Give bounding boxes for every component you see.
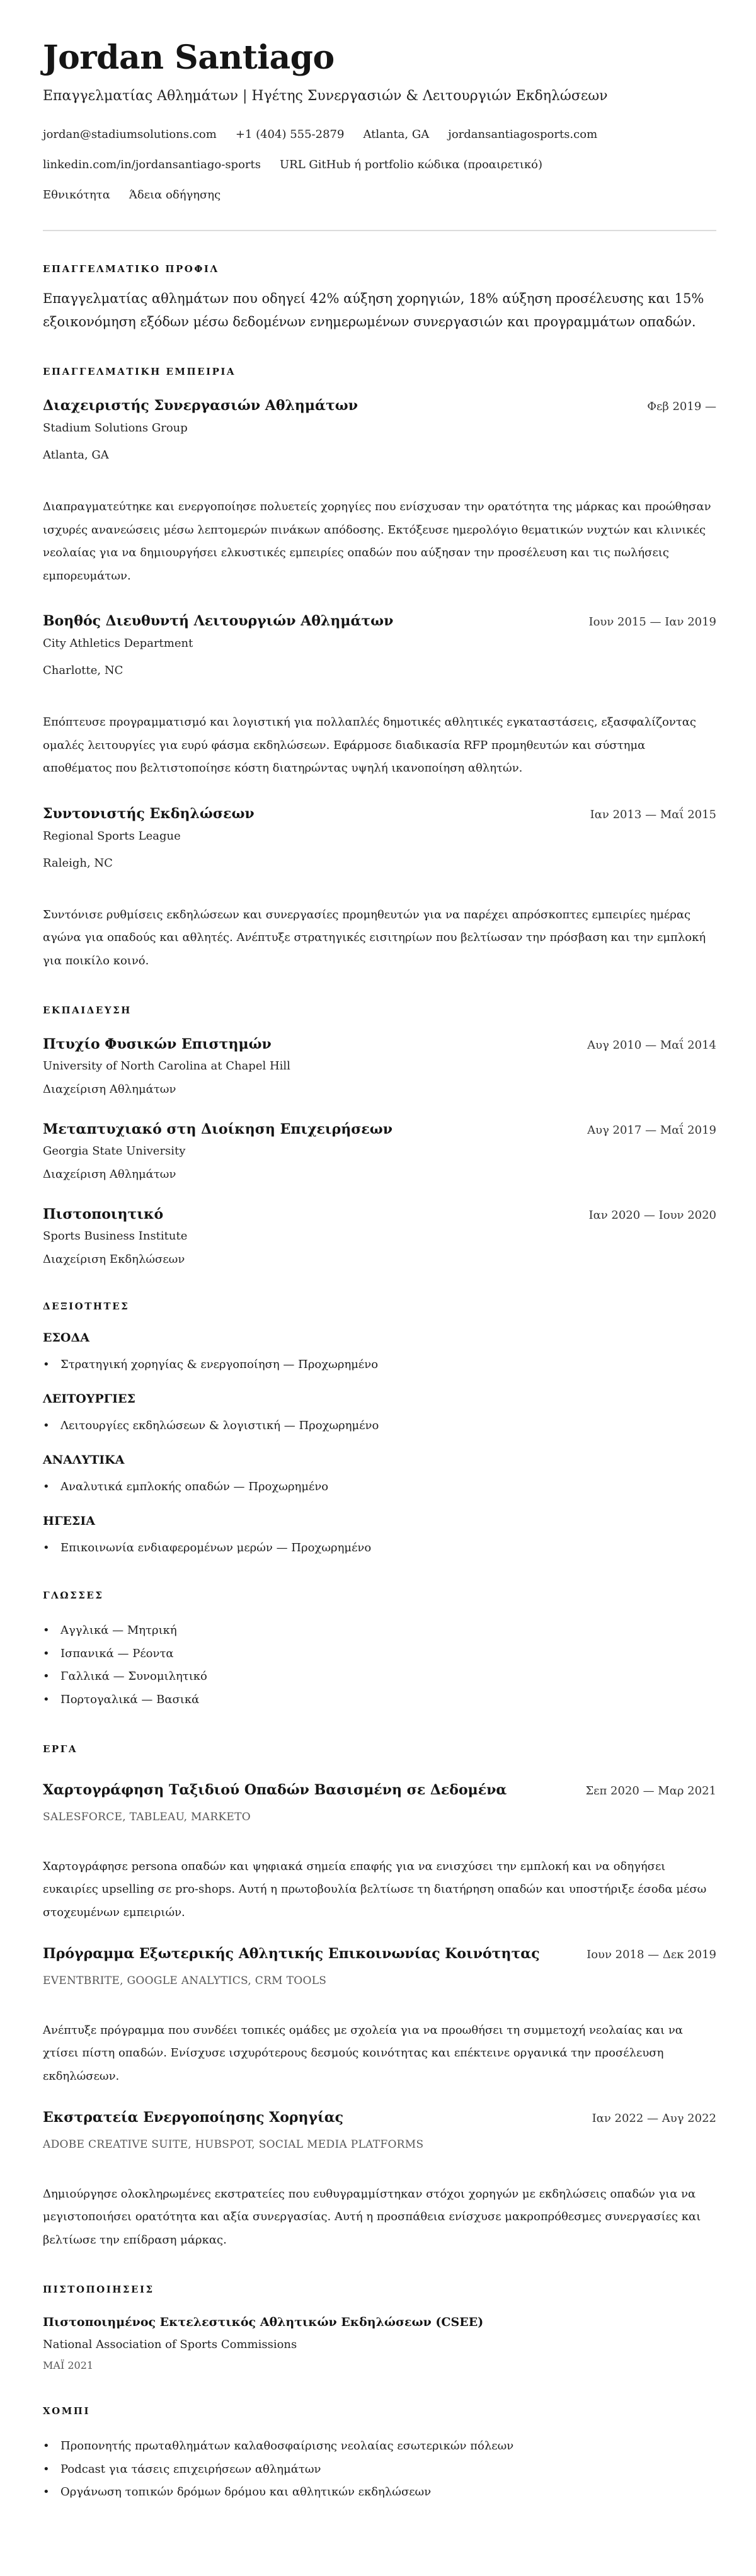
- job-header: [43, 396, 716, 416]
- project-description: Χαρτογράφησε persona οπαδών και ψηφιακά σημεία επαφής για να ενισχύσει την εμπλοκή και να οδηγήσει ευκαιρίες upselling σε pro-shops. Αυτή η πρωτοβουλία βελτίωσε τη διατήρηση οπαδών και υποστήριξε έσοδα μέσω στοχευμένων εμπειριών.: [43, 1859, 707, 1919]
- project-header: [43, 1779, 716, 1801]
- project-dates: Σεπ 2020 — Μαρ 2021: [585, 1784, 716, 1798]
- section-heading: ΓΛΩΣΣΕΣ: [43, 1590, 104, 1601]
- hobbies-section: [43, 2405, 716, 2504]
- skill-list: [43, 1478, 716, 1496]
- project-description: Δημιούργησε ολοκληρωμένες εκστρατείες που ευθυγραμμίστηκαν στόχοι χορηγών με εκδηλώσεις οπαδών για να μεγιστοποιήσει ορατότητα και αξία συνεργασίας. Αυτή η προσπάθεια ενίσχυσε μακροπρόθεσμες συνεργασίες και βελτίωσε την επίδραση μάρκας.: [43, 2187, 701, 2247]
- education-entry: [43, 1205, 716, 1268]
- field-of-study: Διαχείριση Αθλημάτων: [43, 1083, 176, 1096]
- degree: Πτυχίο Φυσικών Επιστημών: [43, 1036, 272, 1052]
- project-header: [43, 1943, 716, 1965]
- projects-section: [43, 1743, 716, 2252]
- field-of-study: Διαχείριση Εκδηλώσεων: [43, 1253, 185, 1266]
- contact-row: [43, 125, 716, 144]
- languages-list: [43, 1619, 716, 1711]
- headline: Επαγγελματίας Αθλημάτων | Ηγέτης Συνεργασιών & Λειτουργιών Εκδηλώσεων: [43, 88, 608, 104]
- job-location: Raleigh, NC: [43, 856, 113, 870]
- section-heading: ΕΡΓΑ: [43, 1743, 77, 1755]
- institution: University of North Carolina at Chapel Hill: [43, 1059, 290, 1073]
- education-entry: [43, 1035, 716, 1098]
- skill-list: [43, 1539, 716, 1558]
- degree: Μεταπτυχιακό στη Διοίκηση Επιχειρήσεων: [43, 1121, 393, 1137]
- job-title: Βοηθός Διευθυντή Λειτουργιών Αθλημάτων: [43, 613, 394, 629]
- company-name: Stadium Solutions Group: [43, 421, 188, 435]
- field-of-study: Διαχείριση Αθλημάτων: [43, 1168, 176, 1181]
- job-header: [43, 804, 716, 824]
- candidate-name: Jordan Santiago: [43, 38, 335, 77]
- section-heading: ΠΙΣΤΟΠΟΙΗΣΕΙΣ: [43, 2284, 154, 2295]
- language-item: • Αγγλικά — Μητρική: [43, 1619, 716, 1643]
- job-entry: [43, 804, 716, 973]
- project-description: Ανέπτυξε πρόγραμμα που συνδέει τοπικές ομάδες με σχολεία για να προωθήσει τη συμμετοχή νεολαίας και να χτίσει πίστη οπαδών. Ενίσχυσε ισχυρότερους δεσμούς κοινότητας και επέκτεινε οργανικά την προσέλευση εκδηλώσεων.: [43, 2023, 683, 2083]
- contact-row: [43, 186, 716, 205]
- project-title: Εκστρατεία Ενεργοποίησης Χορηγίας: [43, 2109, 344, 2126]
- skill-item: • Επικοινωνία ενδιαφερομένων μερών — Προχωρημένο: [43, 1539, 716, 1558]
- location: Atlanta, GA: [363, 128, 430, 141]
- institution: Sports Business Institute: [43, 1229, 188, 1243]
- certification-entry: [43, 2313, 716, 2373]
- project-technologies: ADOBE CREATIVE SUITE, HUBSPOT, SOCIAL MEDIA PLATFORMS: [43, 2138, 424, 2151]
- skill-item: • Λειτουργίες εκδηλώσεων & λογιστική — Προχωρημένο: [43, 1416, 716, 1435]
- linkedin-link[interactable]: linkedin.com/in/jordansantiago-sports: [43, 158, 261, 171]
- certifications-section: [43, 2283, 716, 2373]
- project-technologies: SALESFORCE, TABLEAU, MARKETO: [43, 1810, 251, 1823]
- job-dates: Ιουν 2015 — Ιαν 2019: [588, 615, 716, 629]
- hobby-item: • Οργάνωση τοπικών δρόμων δρόμου και αθλητικών εκδηλώσεων: [43, 2481, 716, 2504]
- skill-category: ΗΓΕΣΙΑ: [43, 1514, 95, 1528]
- job-location: Atlanta, GA: [43, 448, 109, 462]
- job-dates: Φεβ 2019 —: [647, 400, 716, 413]
- hobbies-list: [43, 2435, 716, 2504]
- section-heading: ΕΠΑΓΓΕΛΜΑΤΙΚΗ ΕΜΠΕΙΡΙΑ: [43, 366, 236, 377]
- project-dates: Ιαν 2022 — Αυγ 2022: [592, 2111, 716, 2125]
- education-dates: Ιαν 2020 — Ιουν 2020: [588, 1209, 716, 1222]
- skill-category: ΛΕΙΤΟΥΡΓΙΕΣ: [43, 1392, 135, 1406]
- contact-row: [43, 156, 716, 174]
- project-title: Πρόγραμμα Εξωτερικής Αθλητικής Επικοινωνίας Κοινότητας: [43, 1945, 540, 1962]
- skill-item: • Αναλυτικά εμπλοκής οπαδών — Προχωρημένο: [43, 1478, 716, 1496]
- section-heading: ΔΕΞΙΟΤΗΤΕΣ: [43, 1301, 130, 1312]
- job-title: Διαχειριστής Συνεργασιών Αθλημάτων: [43, 397, 358, 414]
- project-technologies: EVENTBRITE, GOOGLE ANALYTICS, CRM TOOLS: [43, 1974, 327, 1987]
- section-heading: ΕΚΠΑΙΔΕΥΣΗ: [43, 1005, 132, 1016]
- job-header: [43, 612, 716, 632]
- company-name: City Athletics Department: [43, 637, 193, 650]
- job-entry: [43, 612, 716, 780]
- degree: Πιστοποιητικό: [43, 1206, 164, 1222]
- experience-section: [43, 365, 716, 972]
- email-link[interactable]: jordan@stadiumsolutions.com: [43, 128, 217, 141]
- project-entry: [43, 1943, 716, 2089]
- certification-title: Πιστοποιημένος Εκτελεστικός Αθλητικών Εκδηλώσεων (CSEE): [43, 2315, 484, 2329]
- profile-summary: Επαγγελματίας αθλημάτων που οδηγεί 42% αύξηση χορηγιών, 18% αύξηση προσέλευσης και 15% εξοικονόμηση εξόδων μέσω δεδομένων ενημερωμένων συνεργασιών και προγραμμάτων οπαδών.: [43, 291, 704, 329]
- education-dates: Αυγ 2017 — Μαΐ 2019: [587, 1124, 716, 1137]
- education-dates: Αυγ 2010 — Μαΐ 2014: [587, 1039, 716, 1052]
- profile-section: [43, 263, 716, 334]
- education-entry: [43, 1120, 716, 1183]
- skill-category: ΕΣΟΔΑ: [43, 1331, 89, 1345]
- company-name: Regional Sports League: [43, 829, 181, 843]
- language-item: • Γαλλικά — Συνομιλητικό: [43, 1665, 716, 1689]
- github-link[interactable]: URL GitHub ή portfolio κώδικα (προαιρετικό): [280, 158, 543, 171]
- skills-section: [43, 1300, 716, 1558]
- education-header: [43, 1205, 716, 1225]
- certification-date: ΜΑΪ 2021: [43, 2359, 94, 2371]
- driving-license: Άδεια οδήγησης: [129, 188, 221, 202]
- skill-category: ΑΝΑΛΥΤΙΚΑ: [43, 1453, 125, 1467]
- job-location: Charlotte, NC: [43, 664, 123, 677]
- job-description: Συντόνισε ρυθμίσεις εκδηλώσεων και συνεργασίες προμηθευτών για να παρέχει απρόσκοπτες εμπειρίες ημέρας αγώνα για οπαδούς και αθλητές. Ανέπτυξε στρατηγικές εισιτηρίων που βελτίωσαν την πρόσβαση και την εμπλοκή για ποικίλο κοινό.: [43, 908, 706, 967]
- education-section: [43, 1004, 716, 1268]
- phone: +1 (404) 555-2879: [235, 128, 345, 141]
- website-link[interactable]: jordansantiagosports.com: [448, 128, 598, 141]
- job-description: Επόπτευσε προγραμματισμό και λογιστική για πολλαπλές δημοτικές αθλητικές εγκαταστάσεις, εξασφαλίζοντας ομαλές λειτουργίες για ευρύ φάσμα εκδηλώσεων. Εφάρμοσε διαδικασία RFP προμηθευτών και σύστημα αποθέματος που βελτιστοποίησε κόστη διατηρώντας υψηλή ικανοποίηση αθλητών.: [43, 715, 697, 775]
- language-item: • Πορτογαλικά — Βασικά: [43, 1689, 716, 1712]
- project-entry: [43, 2107, 716, 2252]
- skill-list: [43, 1355, 716, 1374]
- certification-organization: National Association of Sports Commissions: [43, 2338, 297, 2351]
- language-item: • Ισπανικά — Ρέοντα: [43, 1643, 716, 1666]
- education-header: [43, 1120, 716, 1140]
- job-dates: Ιαν 2013 — Μαΐ 2015: [590, 807, 716, 821]
- section-heading: ΧΟΜΠΙ: [43, 2405, 90, 2417]
- project-header: [43, 2107, 716, 2129]
- skill-item: • Στρατηγική χορηγίας & ενεργοποίηση — Προχωρημένο: [43, 1355, 716, 1374]
- divider: [43, 230, 716, 231]
- hobby-item: • Προπονητής πρωταθλημάτων καλαθοσφαίρισης νεολαίας εσωτερικών πόλεων: [43, 2435, 716, 2458]
- resume-header: [43, 38, 716, 205]
- project-dates: Ιουν 2018 — Δεκ 2019: [587, 1947, 716, 1961]
- languages-section: [43, 1589, 716, 1711]
- section-heading: ΕΠΑΓΓΕΛΜΑΤΙΚΟ ΠΡΟΦΙΛ: [43, 263, 219, 275]
- nationality: Εθνικότητα: [43, 188, 110, 202]
- education-header: [43, 1035, 716, 1055]
- institution: Georgia State University: [43, 1144, 186, 1158]
- hobby-item: • Podcast για τάσεις επιχειρήσεων αθλημάτων: [43, 2458, 716, 2482]
- job-entry: [43, 396, 716, 588]
- project-title: Χαρτογράφηση Ταξιδιού Οπαδών Βασισμένη σε Δεδομένα: [43, 1781, 507, 1798]
- project-entry: [43, 1779, 716, 1925]
- job-description: Διαπραγματεύτηκε και ενεργοποίησε πολυετείς χορηγίες που ενίσχυσαν την ορατότητα της μάρκας και προώθησαν ισχυρές ανανεώσεις μέσω λεπτομερών πινάκων απόδοσης. Εκτόξευσε ημερολόγιο θεματικών νυχτών και κλινικές νεολαίας για να δημιουργήσει ελκυστικές εμπειρίες οπαδών που αύξησαν την προσέλευση και τις πωλήσεις εμπορευμάτων.: [43, 500, 711, 583]
- job-title: Συντονιστής Εκδηλώσεων: [43, 805, 255, 822]
- skill-list: [43, 1416, 716, 1435]
